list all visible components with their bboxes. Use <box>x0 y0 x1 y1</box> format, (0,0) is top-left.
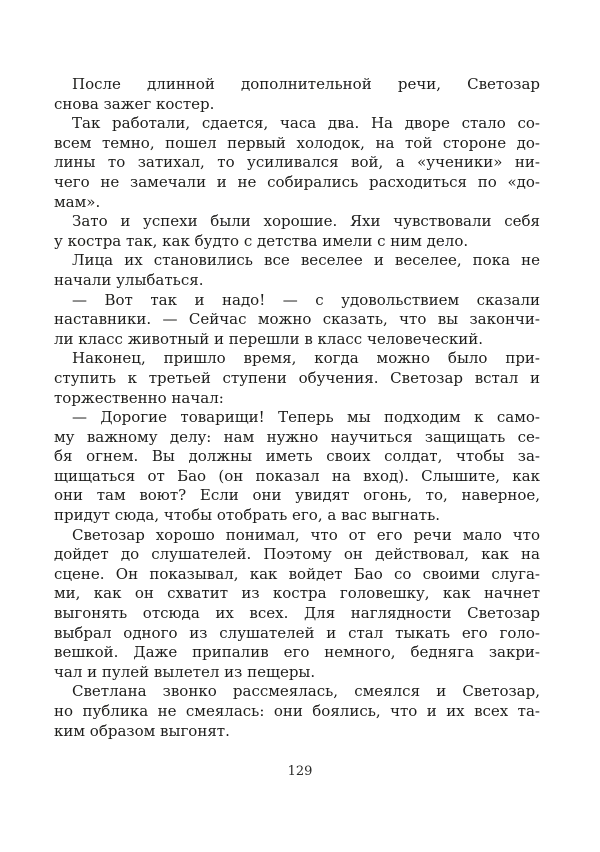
text-line: у костра так, как будто с детства имели с ним дело. <box>54 231 469 250</box>
text-line: дойдет до слушателей. Поэтому он действовал, как на <box>54 545 540 564</box>
text-line: щищаться от Бао (он показал на вход). Слышите, как <box>54 466 540 485</box>
text-line: но публика не смеялась: они боялись, что и их всех та- <box>54 702 540 720</box>
text-line: Так работали, сдается, часа два. На дворе стало со- <box>72 114 540 133</box>
text-line: придут сюда, чтобы отобрать его, а вас выгнать. <box>54 506 441 525</box>
text-line: лины то затихал, то усиливался вой, а «ученики» ни- <box>54 153 540 172</box>
text-line: торжественно начал: <box>54 388 224 407</box>
text-line: они там воют? Если они увидят огонь, то, наверное, <box>54 486 540 505</box>
text-line: выбрал одного из слушателей и стал тыкать его голо- <box>54 623 540 642</box>
text-line: вешкой. Даже припалив его немного, бедняга закри- <box>54 643 540 662</box>
text-line: Зато и успехи были хорошие. Яхи чувствовали себя <box>72 212 540 231</box>
text-line: чал и пулей вылетел из пещеры. <box>54 662 316 681</box>
text-line: чего не замечали и не собирались расходиться по «до- <box>54 172 540 191</box>
text-line: ступить к третьей ступени обучения. Светозар встал и <box>54 368 540 387</box>
text-line: снова зажег костер. <box>54 94 215 113</box>
page-number: 129 <box>287 764 313 779</box>
text-line: — Дорогие товарищи! Теперь мы подходим к само- <box>72 408 540 427</box>
text-line: Наконец, пришло время, когда можно было при- <box>72 349 540 368</box>
body-text <box>54 75 540 741</box>
text-line: Лица их становились все веселее и веселее, пока не <box>72 251 540 270</box>
text-line: После длинной дополнительной речи, Светозар <box>72 75 540 93</box>
text-line: ми, как он схватит из костра головешку, как начнет <box>54 584 540 603</box>
text-line: выгонять отсюда их всех. Для наглядности Светозар <box>54 604 540 623</box>
text-line: ли класс животный и перешли в класс человеческий. <box>54 329 483 348</box>
text-line: ким образом выгонят. <box>54 721 230 740</box>
text-line: мам». <box>54 192 101 211</box>
text-line: начали улыбаться. <box>54 270 204 289</box>
text-line: бя огнем. Вы должны иметь своих солдат, чтобы за- <box>54 447 540 466</box>
text-line: Светлана звонко рассмеялась, смеялся и Светозар, <box>72 682 540 701</box>
text-line: — Вот так и надо! — с удовольствием сказали <box>72 290 540 309</box>
text-line: Светозар хорошо понимал, что от его речи мало что <box>72 525 540 544</box>
text-line: всем темно, пошел первый холодок, на той стороне до- <box>54 133 540 152</box>
text-line: наставники. — Сейчас можно сказать, что вы закончи- <box>54 310 540 329</box>
text-line: сцене. Он показывал, как войдет Бао со своими слуга- <box>54 564 540 583</box>
text-line: му важному делу: нам нужно научиться защищать се- <box>54 427 540 446</box>
